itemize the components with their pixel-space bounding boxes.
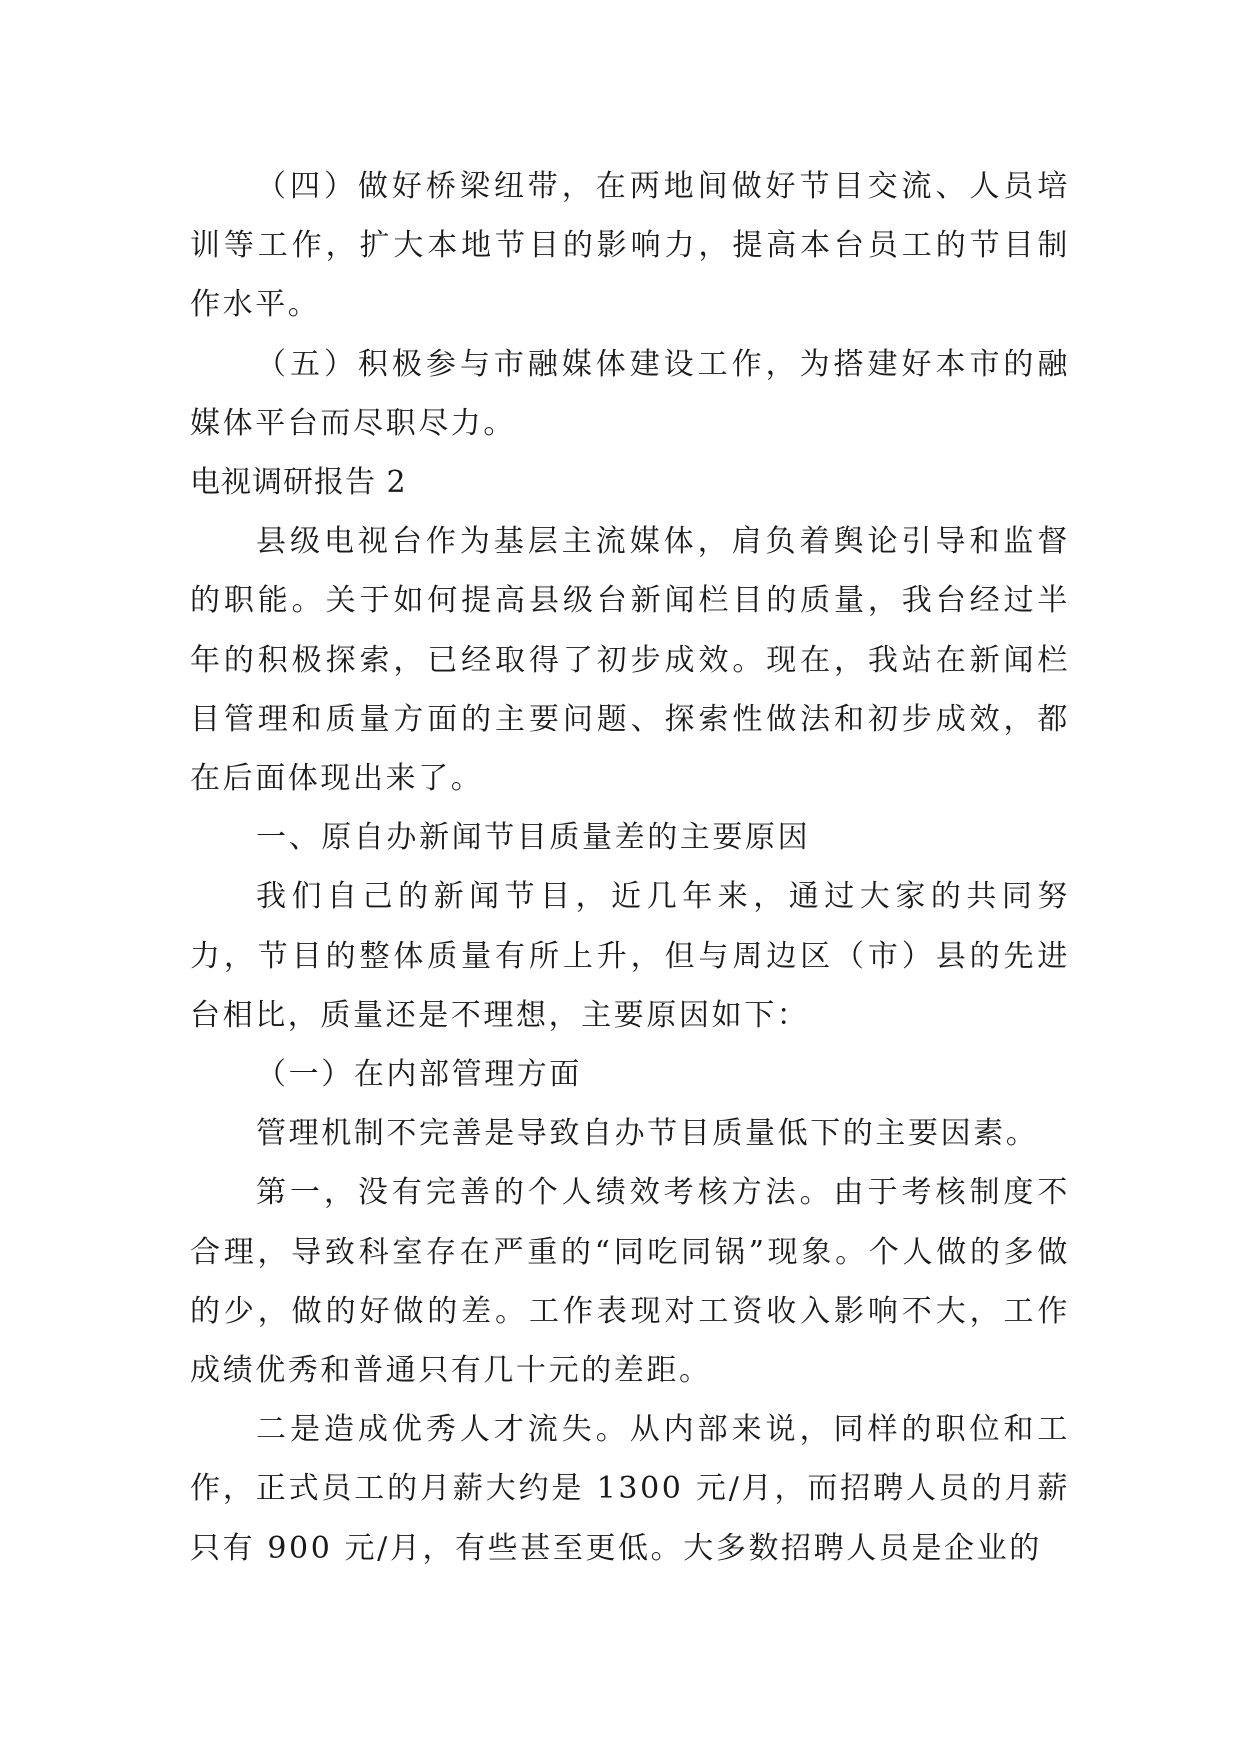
paragraph-first: 第一，没有完善的个人绩效考核方法。由于考核制度不合理，导致科室存在严重的“同吃同锅”现象。个人做的多做的少，做的好做的差。工作表现对工资收入影响不大，工作成绩优秀和普通只有几十元的差距。 [190,1175,1070,1389]
report-title: 电视调研报告 2 [190,465,407,501]
subsection-heading-1: （一）在内部管理方面 [256,1057,582,1093]
paragraph-intro: 县级电视台作为基层主流媒体，肩负着舆论引导和监督的职能。关于如何提高县级台新闻栏目的质量，我台经过半年的积极探索，已经取得了初步成效。现在，我站在新闻栏目管理和质量方面的主要问题、探索性做法和初步成效，都在后面体现出来了。 [190,524,1070,797]
document-body [190,157,1070,1578]
paragraph-mechanism: 管理机制不完善是导致自办节目质量低下的主要因素。 [256,1116,1039,1152]
section-heading-1: 一、原自办新闻节目质量差的主要原因 [256,820,811,856]
paragraph-item-5: （五）积极参与市融媒体建设工作，为搭建好本市的融媒体平台而尽职尽力。 [190,346,1070,441]
paragraph-second: 二是造成优秀人才流失。从内部来说，同样的职位和工作，正式员工的月薪大约是 1300 元/月，而招聘人员的月薪只有 900 元/月，有些甚至更低。大多数招聘人员是企业的 [190,1412,1070,1566]
paragraph-item-4: （四）做好桥梁纽带，在两地间做好节目交流、人员培训等工作，扩大本地节目的影响力，提高本台员工的节目制作水平。 [190,169,1070,323]
paragraph-overview: 我们自己的新闻节目，近几年来，通过大家的共同努力，节目的整体质量有所上升，但与周边区（市）县的先进台相比，质量还是不理想，主要原因如下： [190,879,1070,1033]
